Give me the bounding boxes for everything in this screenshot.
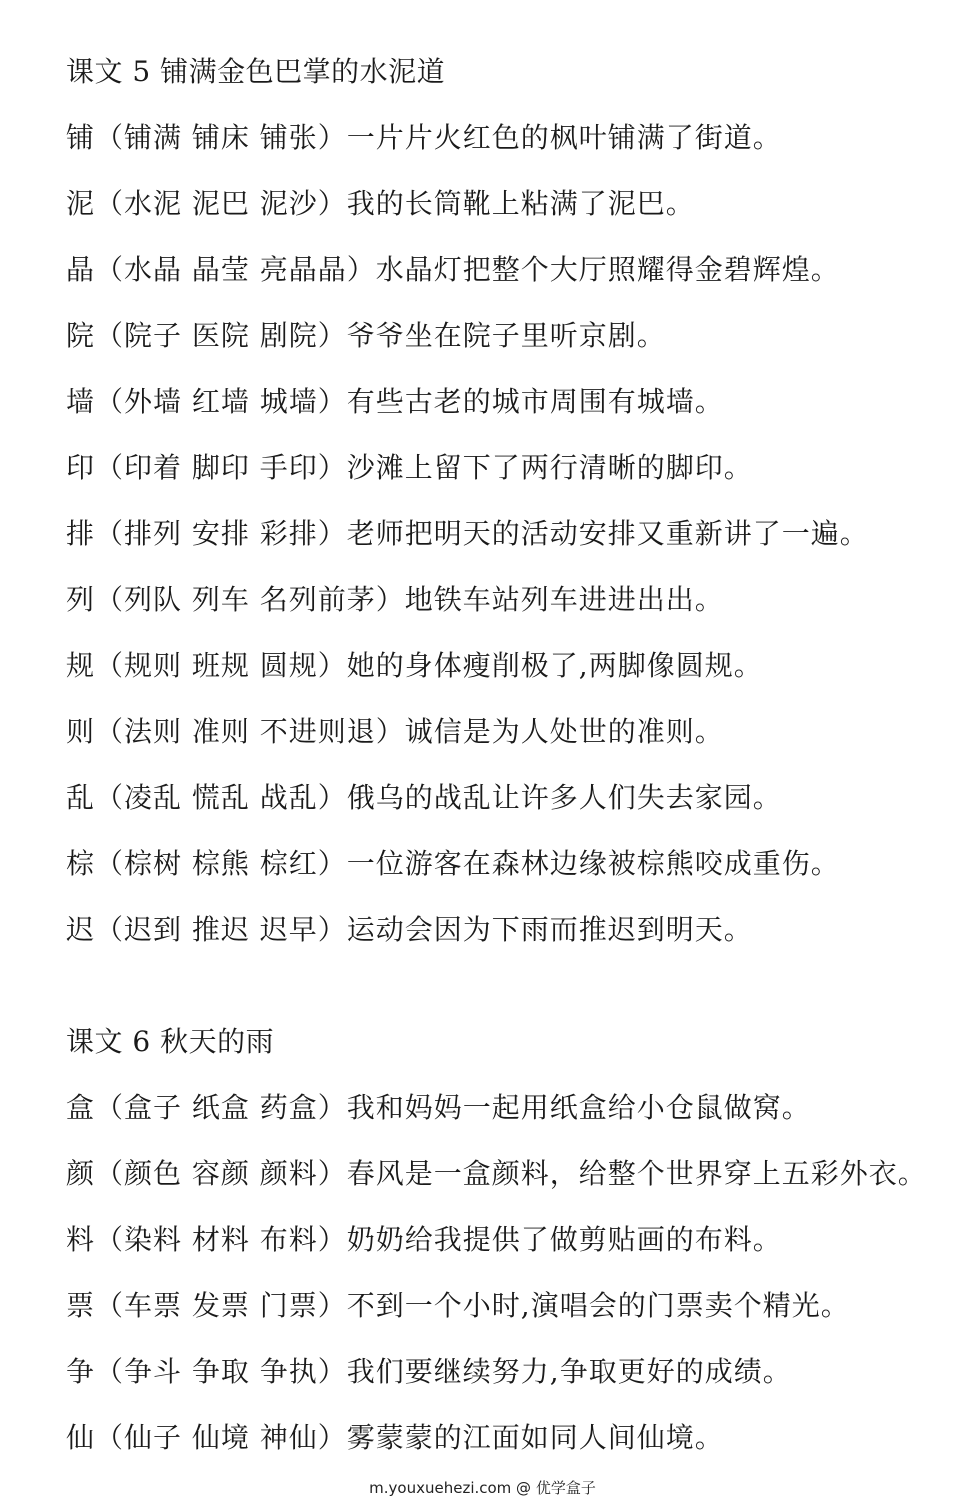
- vocabulary-entry: 乱（凌乱 慌乱 战乱）俄乌的战乱让许多人们失去家园。: [66, 781, 782, 814]
- vocabulary-entry: 铺（铺满 铺床 铺张）一片片火红色的枫叶铺满了街道。: [66, 121, 782, 154]
- vocabulary-entry: 争（争斗 争取 争执）我们要继续努力,争取更好的成绩。: [66, 1355, 792, 1388]
- vocabulary-entry: 规（规则 班规 圆规）她的身体瘦削极了,两脚像圆规。: [66, 649, 763, 682]
- vocabulary-entry: 迟（迟到 推迟 迟早）运动会因为下雨而推迟到明天。: [66, 913, 753, 946]
- vocabulary-entry: 晶（水晶 晶莹 亮晶晶）水晶灯把整个大厅照耀得金碧辉煌。: [66, 253, 840, 286]
- vocabulary-entry: 仙（仙子 仙境 神仙）雾蒙蒙的江面如同人间仙境。: [66, 1421, 724, 1454]
- vocabulary-list: [66, 1075, 956, 1471]
- lesson-section-6: [66, 1022, 956, 1471]
- vocabulary-list: [66, 105, 956, 963]
- vocabulary-entry: 泥（水泥 泥巴 泥沙）我的长筒靴上粘满了泥巴。: [66, 187, 695, 220]
- vocabulary-entry: 则（法则 准则 不进则退）诚信是为人处世的准则。: [66, 715, 724, 748]
- vocabulary-entry: 院（院子 医院 剧院）爷爷坐在院子里听京剧。: [66, 319, 666, 352]
- lesson-title: 课文 6 秋天的雨: [66, 1025, 275, 1058]
- vocabulary-entry: 颜（颜色 容颜 颜料）春风是一盒颜料，给整个世界穿上五彩外衣。: [66, 1157, 927, 1190]
- vocabulary-entry: 票（车票 发票 门票）不到一个小时,演唱会的门票卖个精光。: [66, 1289, 850, 1322]
- vocabulary-entry: 印（印着 脚印 手印）沙滩上留下了两行清晰的脚印。: [66, 451, 753, 484]
- vocabulary-entry: 棕（棕树 棕熊 棕红）一位游客在森林边缘被棕熊咬成重伤。: [66, 847, 840, 880]
- vocabulary-entry: 盒（盒子 纸盒 药盒）我和妈妈一起用纸盒给小仓鼠做窝。: [66, 1091, 811, 1124]
- watermark-footer: m.youxuehezi.com @ 优学盒子: [369, 1479, 596, 1497]
- lesson-title: 课文 5 铺满金色巴掌的水泥道: [66, 55, 446, 88]
- vocabulary-entry: 料（染料 材料 布料）奶奶给我提供了做剪贴画的布料。: [66, 1223, 782, 1256]
- vocabulary-entry: 墙（外墙 红墙 城墙）有些古老的城市周围有城墙。: [66, 385, 724, 418]
- vocabulary-entry: 排（排列 安排 彩排）老师把明天的活动安排又重新讲了一遍。: [66, 517, 869, 550]
- vocabulary-entry: 列（列队 列车 名列前茅）地铁车站列车进进出出。: [66, 583, 724, 616]
- lesson-section-5: [66, 52, 956, 963]
